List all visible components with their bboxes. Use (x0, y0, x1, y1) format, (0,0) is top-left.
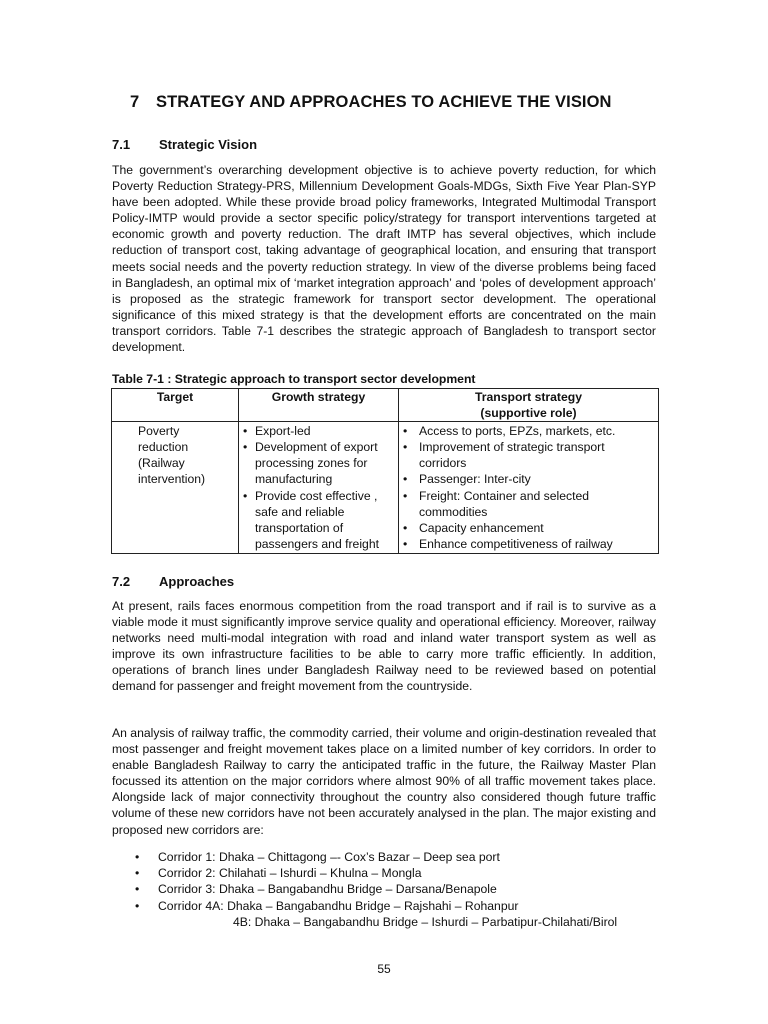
table-caption: Table 7-1 : Strategic approach to transport sector development (112, 372, 476, 386)
table-header-row (112, 389, 659, 422)
growth-item: • Provide cost effective , safe and reliable transportation of passengers and freight (243, 488, 394, 552)
cell-growth-strategy (239, 422, 399, 554)
section-title: Strategic Vision (159, 137, 258, 152)
cell-transport-strategy (399, 422, 659, 554)
transport-item: • Capacity enhancement (403, 520, 654, 536)
chapter-number: 7 (130, 93, 140, 111)
header-growth-strategy: Growth strategy (239, 389, 399, 422)
header-transport-line1: Transport strategy (474, 390, 582, 404)
header-target: Target (112, 389, 239, 422)
target-line: intervention) (138, 472, 206, 487)
growth-item: • Development of export processing zones for manufacturing (243, 439, 394, 487)
approaches-paragraph-2: An analysis of railway traffic, the commodity carried, their volume and origin-destination revealed that most passenger and freight movement takes place on a limited number of key corridors. In order to enable Bangladesh Railway to carry the anticipated traffic in the future, the Railway Master Plan focussed its attention on the major corridors where almost 90% of all traffic movement takes place. Alongside lack of major connectivity throughout the country also considered though future traffic volume of these new corridors have not been accurately analysed in the plan. The major existing and proposed new corridors are: (112, 726, 656, 837)
table-row (112, 422, 659, 554)
section-title: Approaches (159, 574, 235, 589)
growth-item: • Export-led (243, 423, 394, 439)
section-heading-approaches (112, 574, 234, 589)
transport-item: • Access to ports, EPZs, markets, etc. (403, 423, 654, 439)
transport-item: • Passenger: Inter-city (403, 471, 654, 487)
list-item: • Corridor 1: Dhaka – Chittagong –- Cox’s Bazar – Deep sea port (135, 849, 617, 865)
list-item: • Corridor 2: Chilahati – Ishurdi – Khulna – Mongla (135, 865, 617, 881)
transport-item: • Enhance competitiveness of railway (403, 536, 654, 552)
page-number: 55 (377, 962, 391, 976)
target-line: (Railway (138, 456, 185, 471)
transport-item: • Freight: Container and selected commodities (403, 488, 654, 520)
corridor-list (135, 849, 617, 930)
header-transport-strategy (399, 389, 659, 422)
section-number: 7.2 (112, 574, 131, 589)
target-line: Poverty (138, 424, 180, 439)
list-item: • Corridor 3: Dhaka – Bangabandhu Bridge – Darsana/Benapole (135, 881, 617, 897)
target-line: reduction (138, 440, 189, 455)
strategic-vision-paragraph: The government’s overarching development objective is to achieve poverty reduction, for which Poverty Reduction Strategy-PRS, Millennium Development Goals-MDGs, Sixth Five Year Plan-SYP have been adopted. While these provide broad policy frameworks, Integrated Multimodal Transport Policy-IMTP would provide a sector specific policy/strategy for transport interventions targeted at economic growth and poverty reduction. The draft IMTP has several objectives, which include reduction of transport cost, taking advantage of geographical location, and ensuring that transport meets social needs and the poverty reduction strategy. In view of the diverse problems being faced in Bangladesh, an optimal mix of ‘market integration approach’ and ‘poles of development approach’ is proposed as the strategic framework for transport sector development. The operational significance of this mixed strategy is that the development efforts are concentrated on the main transport corridors. Table 7-1 describes the strategic approach of Bangladesh to transport sector development. (112, 163, 656, 355)
cell-target (112, 422, 239, 554)
corridor-4b-text: 4B: Dhaka – Bangabandhu Bridge – Ishurdi – Parbatipur-Chilahati/Birol (233, 914, 618, 929)
section-number: 7.1 (112, 137, 131, 152)
section-heading-strategic-vision (112, 137, 257, 152)
list-item (135, 898, 617, 930)
strategy-table (111, 388, 659, 554)
transport-item: • Improvement of strategic transport corridors (403, 439, 654, 471)
approaches-paragraph-1: At present, rails faces enormous competition from the road transport and if rail is to survive as a viable mode it must significantly improve service quality and operational efficiency. Moreover, railway networks need multi-modal integration with road and inland water transport system as well as improve its own infrastructure facilities to be able to carry more traffic efficiently. In addition, operations of branch lines under Bangladesh Railway need to be reviewed based on potential demand for passenger and freight movement from the countryside. (112, 599, 656, 694)
corridor-4a-text: Corridor 4A: Dhaka – Bangabandhu Bridge – Rajshahi – Rohanpur (158, 898, 519, 913)
header-transport-line2: (supportive role) (480, 406, 577, 421)
chapter-title-text: STRATEGY AND APPROACHES TO ACHIEVE THE VISION (156, 93, 612, 111)
chapter-title (130, 93, 612, 112)
